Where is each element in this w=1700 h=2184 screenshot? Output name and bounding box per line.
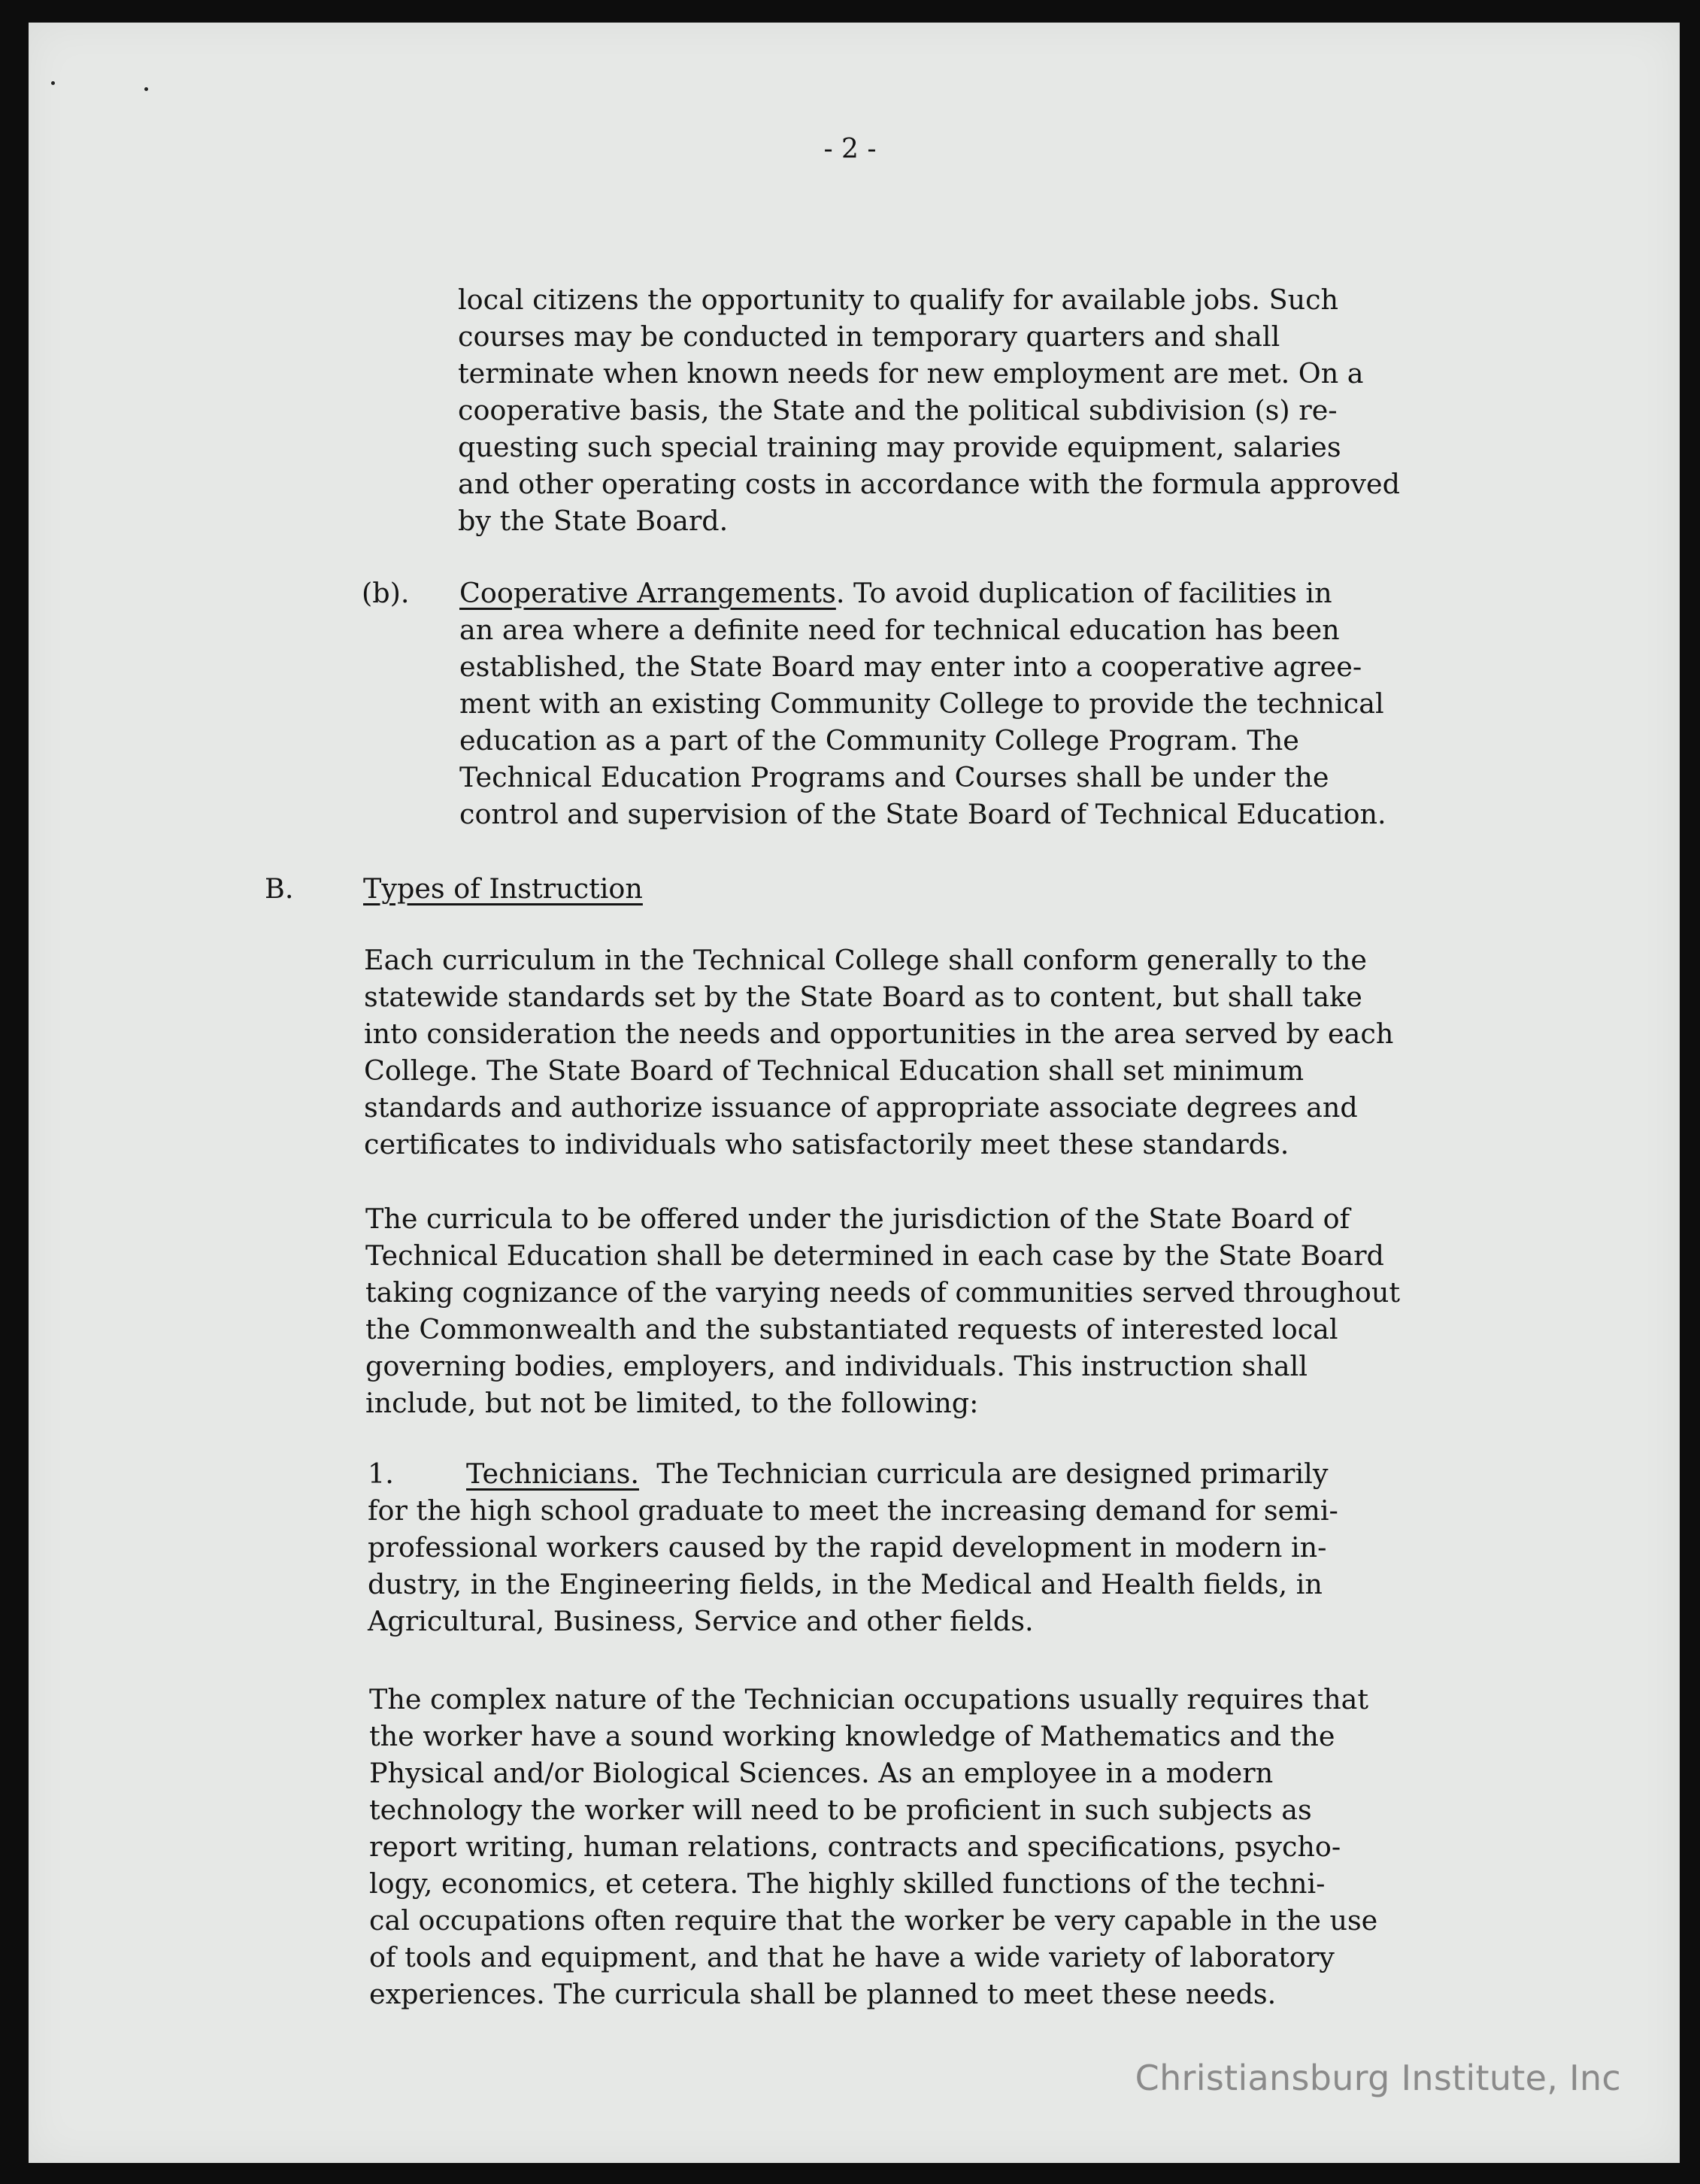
text-line: Each curriculum in the Technical College shall conform generally to the — [364, 944, 1368, 976]
text-line: certificates to individuals who satisfactorily meet these standards. — [364, 1128, 1289, 1160]
text-line: Physical and/or Biological Sciences. As an employee in a modern — [369, 1757, 1274, 1789]
item-b-paragraph — [459, 575, 1386, 833]
text-line: into consideration the needs and opportunities in the area served by each — [364, 1018, 1394, 1050]
text-line: established, the State Board may enter into a cooperative agree- — [459, 651, 1362, 683]
section-b-heading-text: Types of Instruction — [363, 872, 643, 905]
item-b-marker: (b). — [362, 577, 410, 609]
item-1-paragraph — [368, 1492, 1338, 1640]
section-a-continuation — [458, 281, 1400, 539]
item-1-heading: Technicians. — [466, 1458, 639, 1490]
text-line: include, but not be limited, to the following: — [365, 1387, 979, 1419]
text-line: questing such special training may provide equipment, salaries — [458, 431, 1341, 463]
text-line: education as a part of the Community College Program. The — [459, 724, 1299, 757]
text-line: control and supervision of the State Board of Technical Education. — [459, 798, 1386, 830]
text-line: the Commonwealth and the substantiated requests of interested local — [365, 1313, 1338, 1345]
text-line: experiences. The curricula shall be planned to meet these needs. — [369, 1978, 1277, 2010]
text-line: standards and authorize issuance of appropriate associate degrees and — [364, 1091, 1358, 1124]
section-b-paragraph-1 — [364, 942, 1393, 1163]
page-number: - 2 - — [823, 134, 877, 165]
text-line — [459, 575, 1386, 611]
text-line: statewide standards set by the State Board as to content, but shall take — [364, 981, 1362, 1013]
text-line: The curricula to be offered under the jurisdiction of the State Board of — [365, 1203, 1350, 1235]
text-line: governing bodies, employers, and individuals. This instruction shall — [365, 1350, 1308, 1382]
section-b-paragraph-2 — [365, 1200, 1400, 1421]
item-b-first-line: . To avoid duplication of facilities in — [835, 577, 1332, 609]
text-line: Technical Education Programs and Courses shall be under the — [459, 761, 1329, 793]
text-line: Technical Education shall be determined in each case by the State Board — [365, 1239, 1384, 1272]
text-line — [466, 1455, 1328, 1492]
text-line: local citizens the opportunity to qualify for available jobs. Such — [458, 284, 1339, 316]
text-line: an area where a definite need for technical education has been — [459, 614, 1340, 646]
text-line: dustry, in the Engineering fields, in the Medical and Health fields, in — [368, 1568, 1323, 1600]
item-1-first-line — [466, 1455, 1328, 1492]
text-line: cooperative basis, the State and the political subdivision (s) re- — [458, 394, 1338, 426]
text-line: taking cognizance of the varying needs of communities served throughout — [365, 1276, 1401, 1309]
archive-watermark: Christiansburg Institute, Inc — [1135, 2058, 1621, 2098]
text-line: report writing, human relations, contracts and specifications, psycho- — [369, 1831, 1341, 1863]
text-line: and other operating costs in accordance with the formula approved — [458, 468, 1400, 500]
text-line: logy, economics, et cetera. The highly skilled functions of the techni- — [369, 1867, 1326, 1900]
text-line: terminate when known needs for new employment are met. On a — [458, 357, 1364, 390]
text-line: for the high school graduate to meet the increasing demand for semi- — [368, 1494, 1338, 1527]
section-b-marker: B. — [265, 872, 294, 905]
text-line: ment with an existing Community College to provide the technical — [459, 687, 1384, 720]
text-line: The complex nature of the Technician occupations usually requires that — [369, 1683, 1369, 1715]
text-line: professional workers caused by the rapid development in modern in- — [368, 1531, 1327, 1564]
text-line: the worker have a sound working knowledge of Mathematics and the — [369, 1720, 1335, 1752]
text-line: of tools and equipment, and that he have a wide variety of laboratory — [369, 1941, 1335, 1973]
text-line: Agricultural, Business, Service and other fields. — [368, 1605, 1034, 1637]
text-line: College. The State Board of Technical Education shall set minimum — [364, 1054, 1305, 1087]
technicians-paragraph — [369, 1681, 1377, 2013]
section-b-heading — [363, 870, 643, 907]
item-1-first-line-text: The Technician curricula are designed primarily — [656, 1458, 1329, 1490]
item-1-marker: 1. — [368, 1458, 394, 1490]
text-line: by the State Board. — [458, 505, 729, 537]
text-line: technology the worker will need to be proficient in such subjects as — [369, 1794, 1312, 1826]
item-b-heading: Cooperative Arrangements — [459, 577, 836, 609]
paper-speck — [144, 87, 148, 91]
text-line: courses may be conducted in temporary quarters and shall — [458, 320, 1280, 353]
text-line: cal occupations often require that the worker be very capable in the use — [369, 1904, 1378, 1937]
paper-speck — [51, 81, 55, 85]
